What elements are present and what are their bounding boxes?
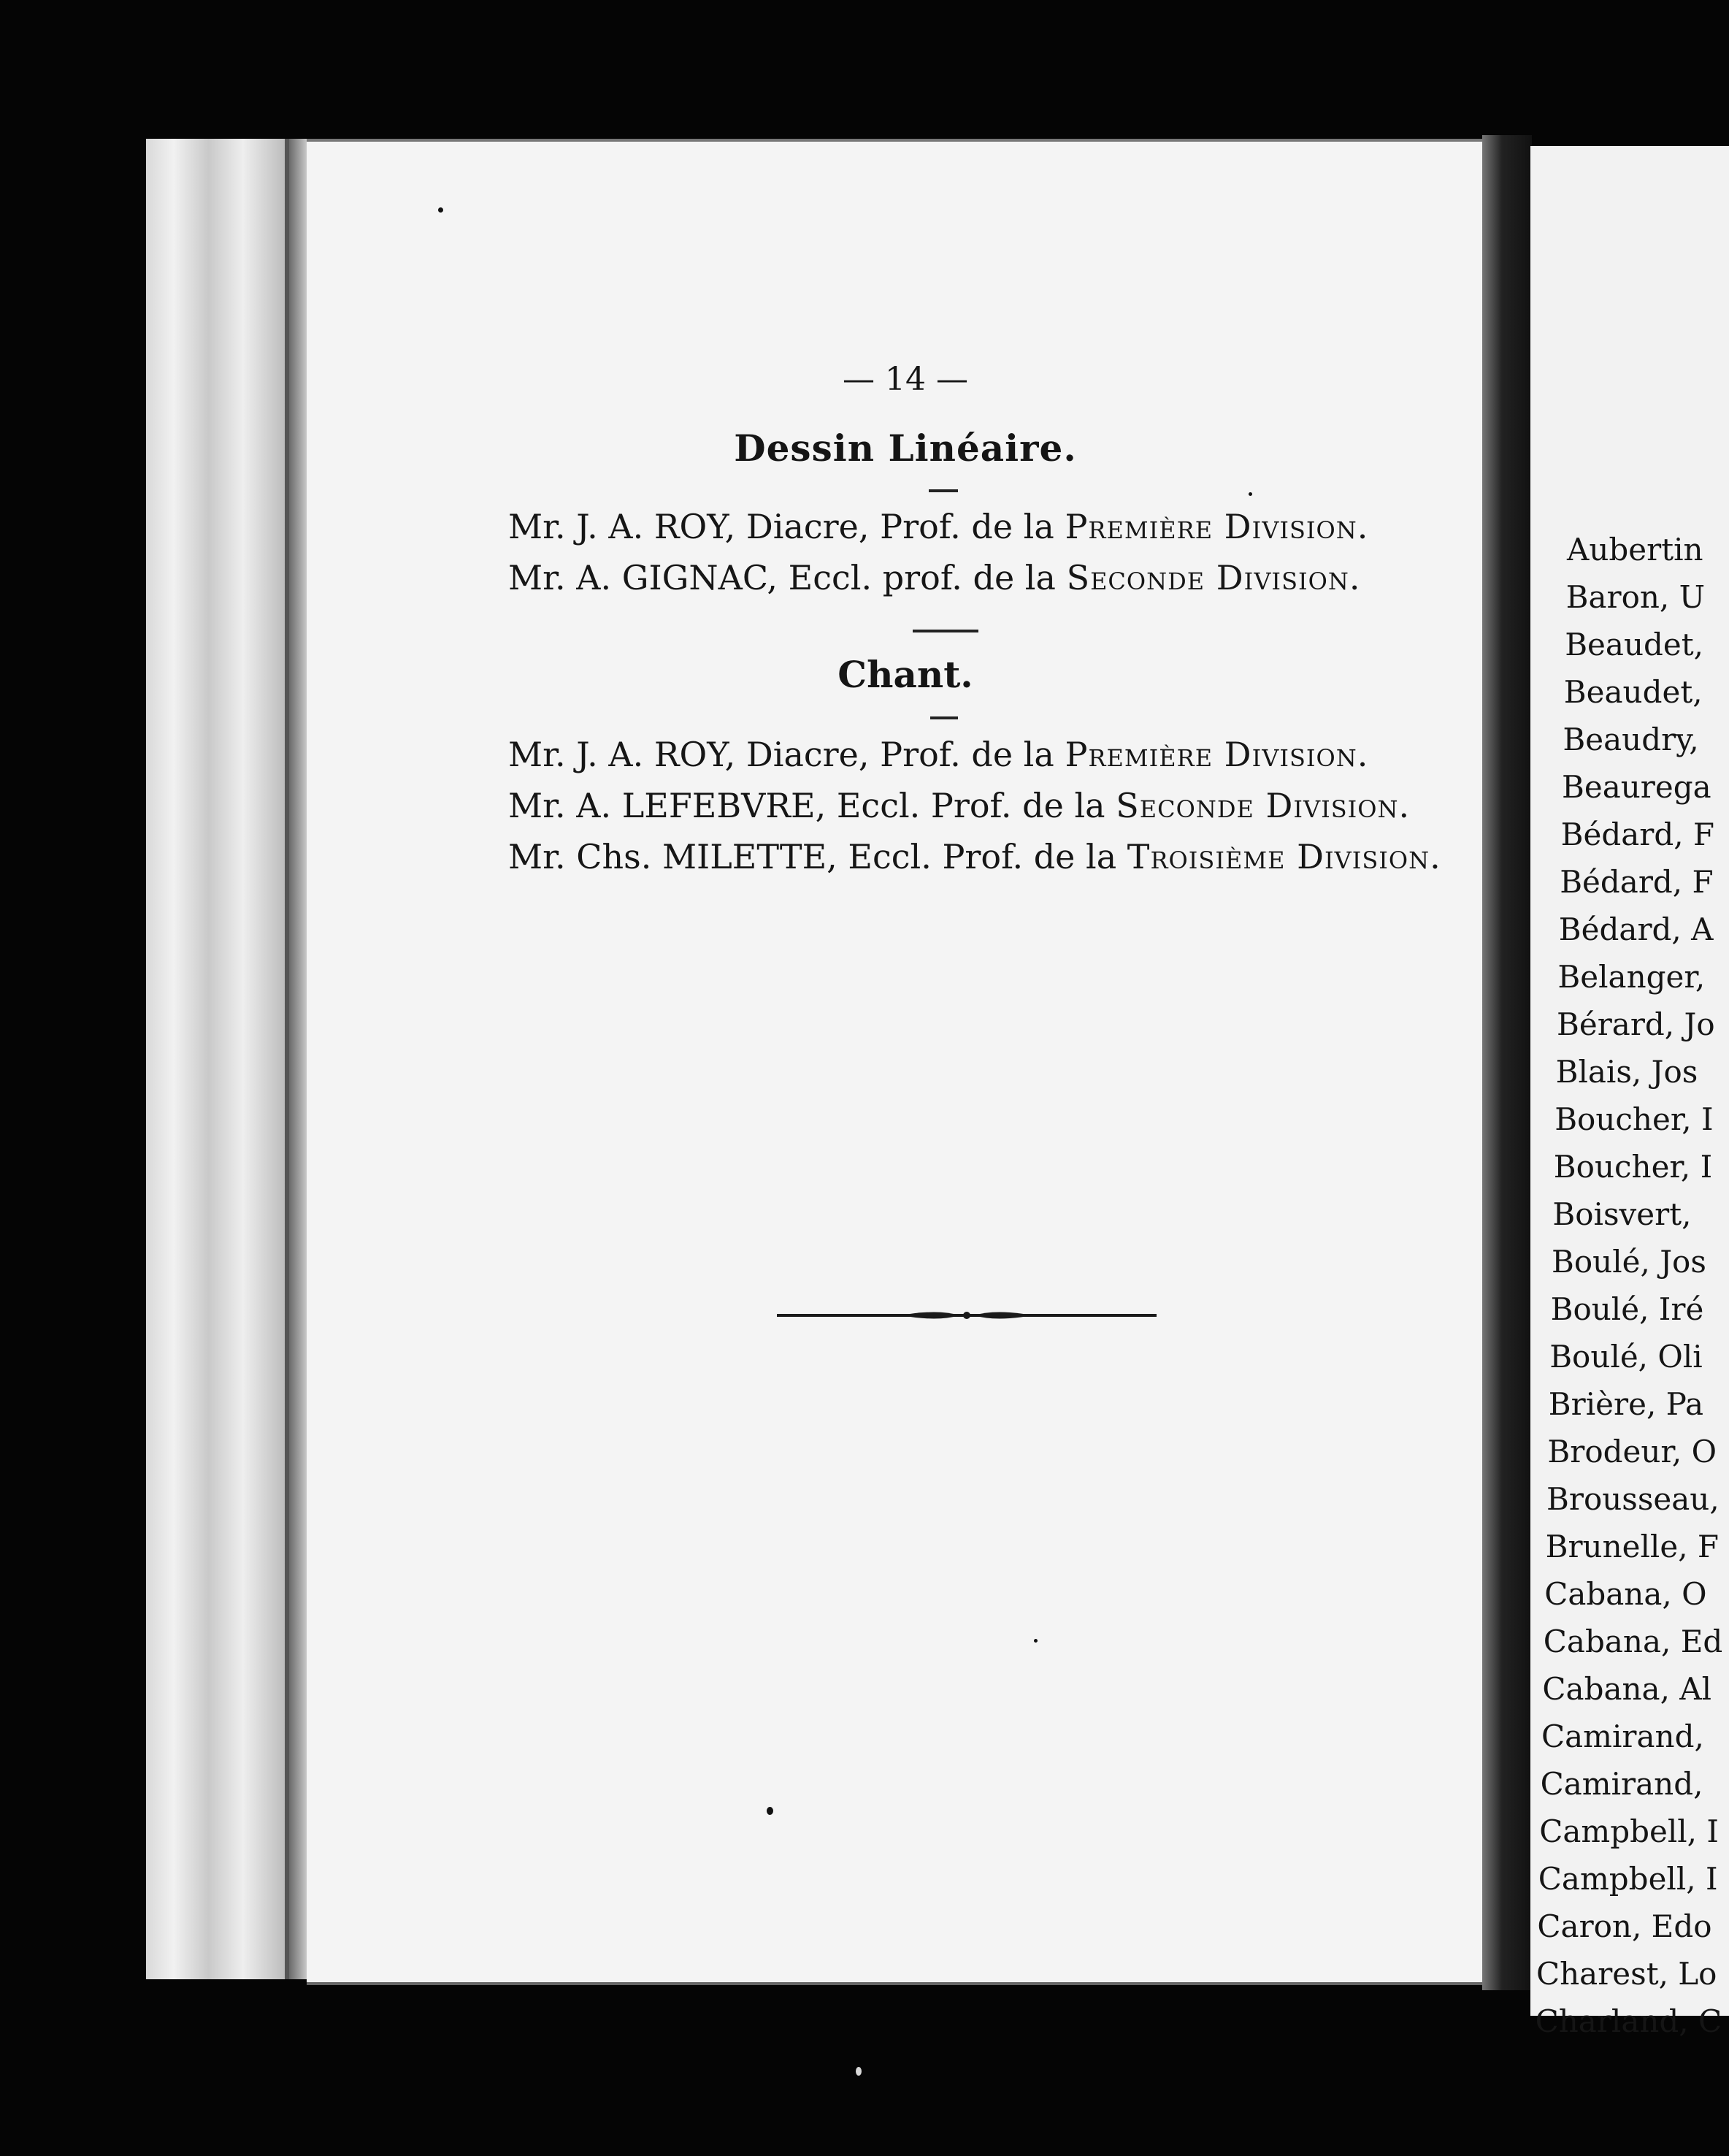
entry-text: Mr. Chs. MILETTE, Eccl. Prof. de la: [508, 837, 1127, 876]
entry-text: Mr. A. LEFEBVRE, Eccl. Prof. de la: [508, 786, 1116, 825]
name-list-item: Boulé, Iré: [1550, 1291, 1704, 1327]
name-list-item: Campbell, I: [1539, 1813, 1719, 1849]
entry-division: Troisième Division.: [1127, 837, 1441, 876]
dessin-entry-2: [508, 558, 1360, 597]
chant-entry-3: [508, 837, 1441, 876]
name-list-item: Boucher, I: [1554, 1101, 1714, 1137]
paper-speck: [767, 1807, 773, 1815]
entry-division: Première Division.: [1065, 735, 1369, 774]
entry-division: Seconde Division.: [1116, 786, 1411, 825]
section-heading-chant: Chant.: [837, 653, 973, 696]
name-list-item: Camirand,: [1540, 1766, 1703, 1802]
student-names-list: [1530, 526, 1729, 2045]
page-binding-shadow: [289, 139, 308, 1979]
name-list-item: Baron, U: [1565, 579, 1706, 615]
name-list-item: Bédard, F: [1560, 864, 1714, 900]
entry-text: Mr. J. A. ROY, Diacre, Prof. de la: [508, 507, 1065, 546]
chant-entry-2: [508, 786, 1410, 825]
entry-text: Mr. A. GIGNAC, Eccl. prof. de la: [508, 558, 1067, 597]
dessin-entry-1: [508, 507, 1368, 546]
book-gutter: [1482, 135, 1532, 1990]
name-list-item: Charest, Lo: [1536, 1956, 1717, 1992]
name-list-item: Cabana, O: [1544, 1576, 1707, 1612]
entry-text: Mr. J. A. ROY, Diacre, Prof. de la: [508, 735, 1065, 774]
name-list-item: Belanger,: [1557, 959, 1706, 995]
name-list-item: Beaudry,: [1563, 722, 1699, 757]
name-list-item: Brousseau,: [1546, 1481, 1720, 1517]
decorative-ornament-rule: [777, 1304, 1157, 1326]
name-list-item: Bédard, A: [1558, 911, 1714, 947]
name-list-item: Cabana, Ed: [1543, 1624, 1723, 1659]
name-list-item: Boucher, I: [1553, 1149, 1713, 1185]
name-list-item: Bérard, Jo: [1557, 1006, 1715, 1042]
name-list-item: Camirand,: [1541, 1719, 1704, 1754]
name-list-item: Beaudet,: [1565, 627, 1703, 662]
entry-division: Première Division.: [1065, 507, 1369, 546]
heading-rule: [929, 489, 958, 492]
name-list-item: Beaurega: [1562, 769, 1711, 805]
name-list-item: Brunelle, F: [1545, 1529, 1720, 1564]
name-list-item: Caron, Edo: [1537, 1908, 1712, 1944]
book-page-edges: [146, 139, 289, 1979]
paper-speck: [438, 207, 443, 213]
name-list-item: Boisvert,: [1552, 1196, 1692, 1232]
name-list-item: Charland, C: [1535, 2003, 1722, 2039]
chant-entry-1: [508, 735, 1368, 774]
entry-division: Seconde Division.: [1066, 558, 1361, 597]
name-list-item: Cabana, Al: [1542, 1671, 1712, 1707]
name-list-item: Bédard, F: [1560, 817, 1715, 852]
name-list-item: Campbell, I: [1538, 1861, 1718, 1897]
left-page: [307, 139, 1504, 1985]
name-list-item: Boulé, Oli: [1549, 1339, 1703, 1375]
page-number: — 14 —: [843, 361, 968, 398]
paper-speck: [856, 2067, 862, 2076]
name-list-item: Blais, Jos: [1555, 1054, 1698, 1090]
paper-speck: [1034, 1639, 1038, 1643]
name-list-item: Aubertin: [1567, 532, 1703, 567]
heading-rule: [930, 716, 958, 719]
section-divider-rule: [913, 630, 978, 632]
name-list-item: Beaudet,: [1563, 674, 1703, 710]
right-page-partial: [1530, 146, 1729, 2039]
name-list-item: Brodeur, O: [1547, 1434, 1717, 1469]
section-heading-dessin-lineaire: Dessin Linéaire.: [734, 427, 1077, 470]
name-list-item: Brière, Pa: [1548, 1386, 1704, 1422]
paper-speck: [1249, 492, 1252, 496]
name-list-item: Boulé, Jos: [1552, 1244, 1706, 1280]
